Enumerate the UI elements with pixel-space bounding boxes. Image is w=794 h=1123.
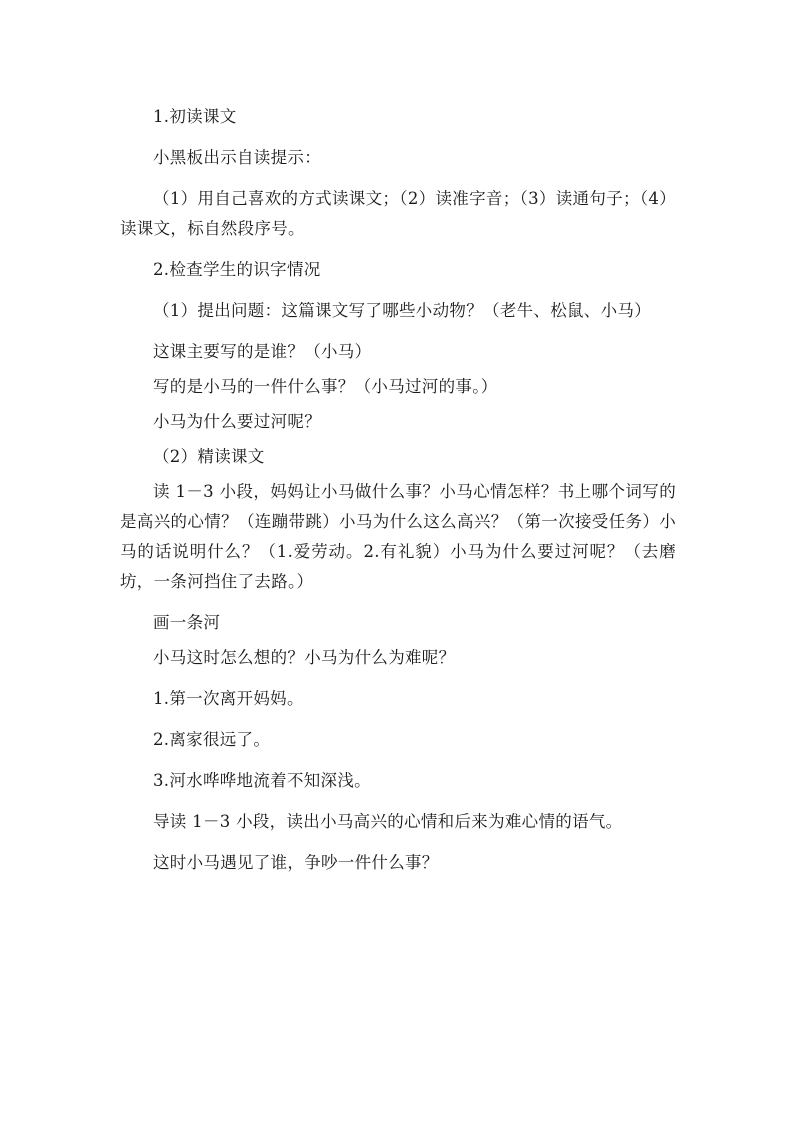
paragraph: （1）用自己喜欢的方式读课文；（2）读准字音；（3）读通句子；（4）读课文，标自然段序号。 (120, 189, 676, 238)
paragraph: 写的是小马的一件什么事？（小马过河的事。） (153, 377, 498, 396)
section-heading-check-literacy: 2.检查学生的识字情况 (153, 260, 321, 279)
list-item: 3.河水哗哗地流着不知深浅。 (153, 771, 371, 790)
section-heading-initial-reading: 1.初读课文 (153, 107, 237, 126)
paragraph: 小黑板出示自读提示： (153, 148, 321, 167)
paragraph: 这时小马遇见了谁，争吵一件什么事？ (153, 853, 439, 872)
list-item: 2.离家很远了。 (153, 730, 271, 749)
paragraph: 画一条河 (153, 613, 221, 632)
document-body (120, 102, 676, 889)
paragraph: 小马为什么要过河呢？ (153, 412, 321, 431)
paragraph: 导读 1－3 小段，读出小马高兴的心情和后来为难心情的语气。 (153, 812, 623, 831)
paragraph: 小马这时怎么想的？小马为什么为难呢？ (153, 648, 456, 667)
list-item: 1.第一次离开妈妈。 (153, 689, 304, 708)
paragraph: （1）提出问题：这篇课文写了哪些小动物？（老牛、松鼠、小马） (153, 301, 651, 320)
paragraph: 这课主要写的是谁？（小马） (153, 342, 372, 361)
paragraph: 读 1－3 小段，妈妈让小马做什么事？小马心情怎样？书上哪个词写的是高兴的心情？（连蹦带跳）小马为什么这么高兴？（第一次接受任务）小马的话说明什么？（1.爱劳动。2.有礼貌）小马为什么要过河呢？（去磨坊，一条河挡住了去路。） (120, 482, 676, 591)
section-heading-close-reading: （2）精读课文 (153, 447, 265, 466)
